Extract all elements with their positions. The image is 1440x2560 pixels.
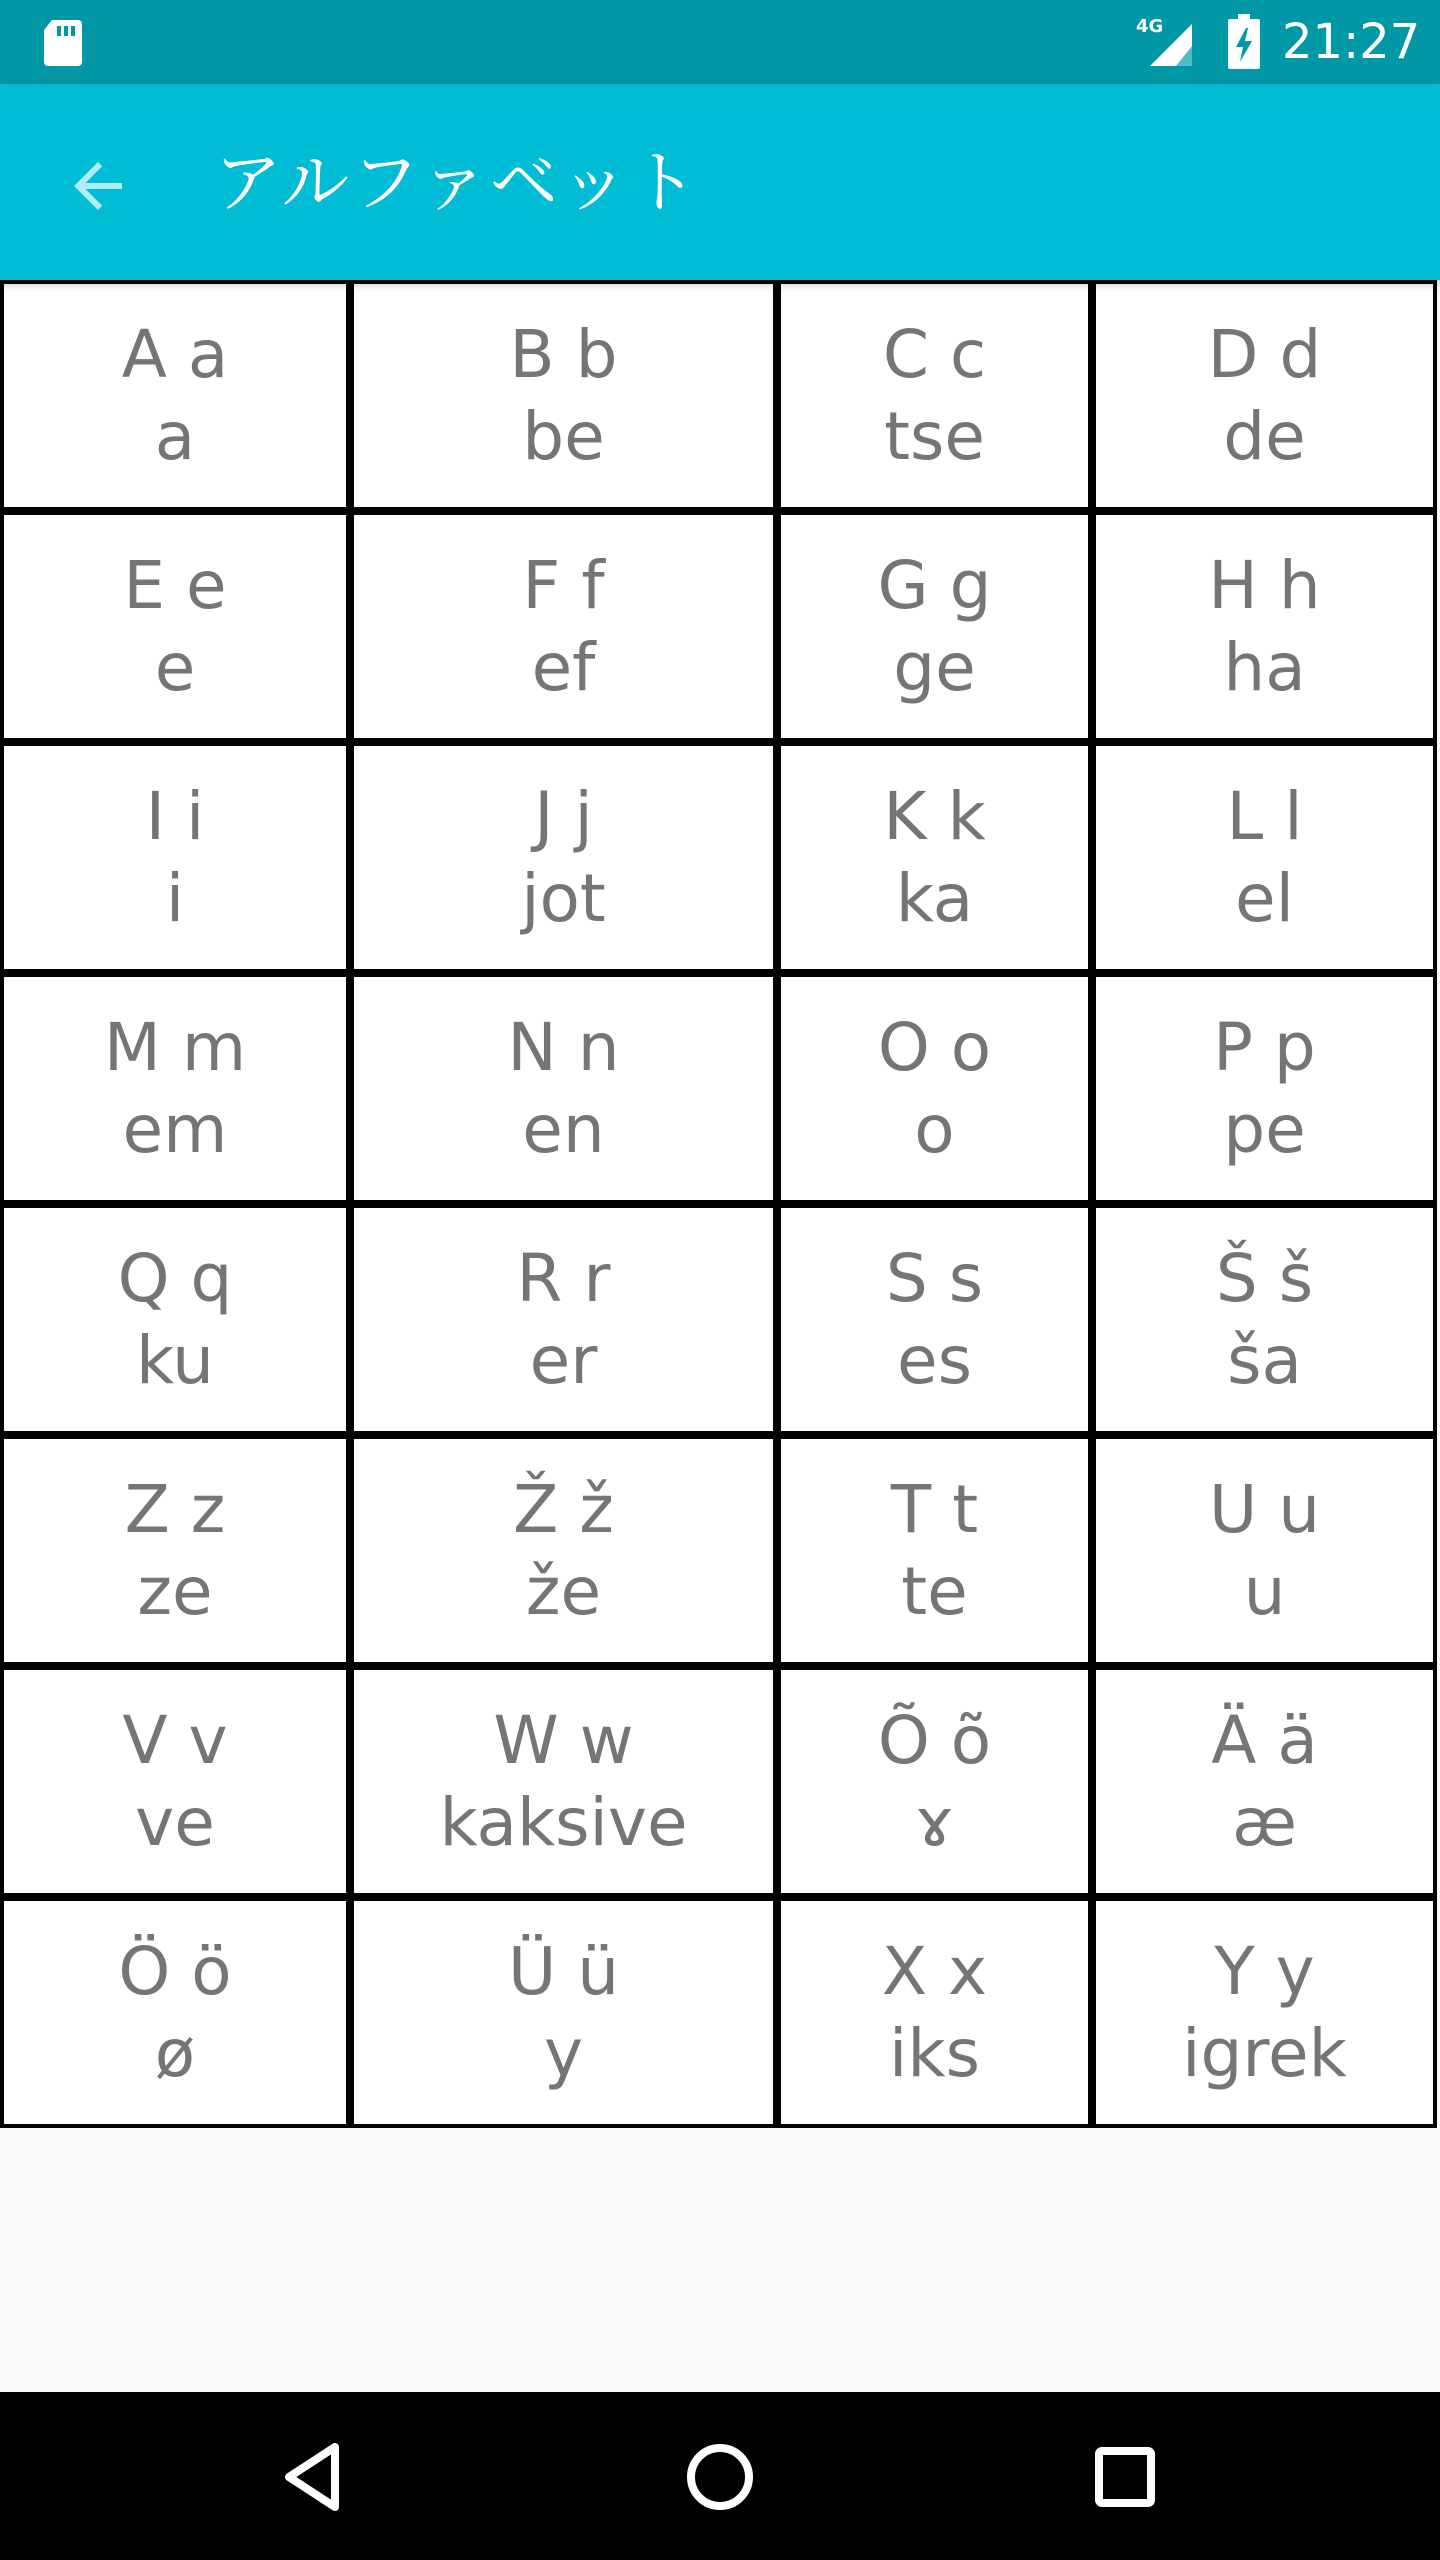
alphabet-cell[interactable]	[1092, 1204, 1437, 1435]
alphabet-letter-name: kaksive	[439, 1783, 688, 1861]
alphabet-cell[interactable]	[777, 1897, 1092, 2128]
alphabet-letter-name: ša	[1227, 1321, 1302, 1399]
alphabet-cell[interactable]	[1092, 511, 1437, 742]
alphabet-letter: W w	[493, 1701, 634, 1779]
alphabet-cell[interactable]	[777, 1204, 1092, 1435]
alphabet-letter-name: em	[122, 1090, 228, 1168]
alphabet-letter-name: en	[522, 1090, 605, 1168]
back-button[interactable]	[52, 140, 144, 232]
alphabet-cell[interactable]	[1092, 973, 1437, 1204]
nav-home-button[interactable]	[665, 2422, 775, 2532]
alphabet-letter-name: ve	[135, 1783, 215, 1861]
status-clock: 21:27	[1282, 14, 1421, 70]
alphabet-letter-name: ha	[1223, 628, 1306, 706]
alphabet-letter: Z z	[124, 1470, 226, 1548]
alphabet-cell[interactable]	[350, 1666, 777, 1897]
alphabet-letter-name: ɤ	[914, 1783, 955, 1861]
alphabet-letter: G g	[877, 546, 992, 624]
alphabet-letter-name: er	[529, 1321, 598, 1399]
alphabet-letter: P p	[1213, 1008, 1316, 1086]
alphabet-letter: V v	[122, 1701, 228, 1779]
alphabet-cell[interactable]	[350, 511, 777, 742]
alphabet-letter-name: jot	[521, 859, 606, 937]
alphabet-letter: A a	[121, 315, 229, 393]
app-bar	[0, 84, 1440, 280]
alphabet-letter: C c	[882, 315, 987, 393]
alphabet-cell[interactable]	[350, 742, 777, 973]
alphabet-letter: B b	[509, 315, 618, 393]
alphabet-letter: N n	[507, 1008, 620, 1086]
alphabet-cell[interactable]	[777, 742, 1092, 973]
alphabet-letter-name: ku	[135, 1321, 215, 1399]
alphabet-letter: Q q	[117, 1239, 233, 1317]
alphabet-letter-name: es	[897, 1321, 972, 1399]
alphabet-letter-name: ge	[893, 628, 976, 706]
alphabet-grid	[0, 280, 1440, 2128]
alphabet-letter-name: el	[1235, 859, 1294, 937]
navigation-bar	[0, 2392, 1440, 2560]
network-type-label: 4G	[1136, 16, 1164, 37]
alphabet-cell[interactable]	[777, 280, 1092, 511]
alphabet-cell[interactable]	[1092, 1897, 1437, 2128]
alphabet-cell[interactable]	[350, 1897, 777, 2128]
alphabet-cell[interactable]	[777, 973, 1092, 1204]
alphabet-letter: Ž ž	[513, 1470, 614, 1548]
arrow-back-icon	[62, 150, 134, 222]
nav-recents-icon	[1085, 2437, 1165, 2517]
alphabet-cell[interactable]	[350, 1204, 777, 1435]
alphabet-letter-name: ø	[154, 2014, 196, 2092]
alphabet-letter-name: iks	[889, 2014, 980, 2092]
alphabet-cell[interactable]	[0, 511, 350, 742]
alphabet-cell[interactable]	[0, 742, 350, 973]
battery-charging-icon	[1226, 14, 1262, 70]
alphabet-cell[interactable]	[0, 973, 350, 1204]
alphabet-letter-name: be	[522, 397, 605, 475]
signal-4g-icon	[1136, 16, 1202, 68]
alphabet-letter: L l	[1226, 777, 1303, 855]
alphabet-letter-name: o	[914, 1090, 955, 1168]
alphabet-letter: Ä ä	[1211, 1701, 1318, 1779]
alphabet-letter: Ü ü	[507, 1932, 620, 2010]
alphabet-letter: R r	[516, 1239, 611, 1317]
nav-recents-button[interactable]	[1070, 2422, 1180, 2532]
alphabet-cell[interactable]	[350, 1435, 777, 1666]
alphabet-letter: Õ õ	[877, 1701, 992, 1779]
alphabet-cell[interactable]	[1092, 742, 1437, 973]
alphabet-letter-name: že	[525, 1552, 602, 1630]
status-bar	[0, 0, 1440, 84]
alphabet-letter: M m	[103, 1008, 247, 1086]
alphabet-letter-name: e	[154, 628, 196, 706]
alphabet-letter-name: i	[165, 859, 185, 937]
alphabet-letter-name: igrek	[1182, 2014, 1347, 2092]
alphabet-letter: F f	[522, 546, 605, 624]
alphabet-cell[interactable]	[777, 1666, 1092, 1897]
alphabet-cell[interactable]	[1092, 1666, 1437, 1897]
alphabet-letter-name: æ	[1232, 1783, 1297, 1861]
alphabet-letter-name: a	[154, 397, 196, 475]
alphabet-cell[interactable]	[0, 1435, 350, 1666]
alphabet-letter-name: tse	[884, 397, 985, 475]
nav-back-icon	[275, 2437, 355, 2517]
alphabet-letter-name: y	[543, 2014, 584, 2092]
alphabet-cell[interactable]	[1092, 280, 1437, 511]
nav-home-icon	[680, 2437, 760, 2517]
sd-card-icon	[42, 18, 84, 66]
alphabet-letter: I i	[145, 777, 205, 855]
alphabet-letter-name: ef	[531, 628, 596, 706]
page-title: アルファベット	[214, 144, 700, 223]
alphabet-letter: Y y	[1214, 1932, 1315, 2010]
alphabet-letter: T t	[890, 1470, 979, 1548]
alphabet-cell[interactable]	[1092, 1435, 1437, 1666]
alphabet-letter: D d	[1207, 315, 1322, 393]
alphabet-letter-name: u	[1243, 1552, 1286, 1630]
alphabet-letter: H h	[1208, 546, 1321, 624]
alphabet-letter: O o	[877, 1008, 992, 1086]
alphabet-letter: Ö ö	[118, 1932, 232, 2010]
alphabet-cell[interactable]	[0, 1666, 350, 1897]
nav-back-button[interactable]	[260, 2422, 370, 2532]
alphabet-cell[interactable]	[0, 1897, 350, 2128]
alphabet-cell[interactable]	[777, 1435, 1092, 1666]
alphabet-cell[interactable]	[0, 1204, 350, 1435]
alphabet-letter-name: ze	[137, 1552, 213, 1630]
alphabet-cell[interactable]	[777, 511, 1092, 742]
alphabet-cell[interactable]	[350, 973, 777, 1204]
alphabet-cell[interactable]	[350, 280, 777, 511]
alphabet-letter-name: te	[901, 1552, 968, 1630]
alphabet-letter: U u	[1208, 1470, 1321, 1548]
alphabet-letter: K k	[883, 777, 986, 855]
alphabet-letter: J j	[534, 777, 593, 855]
alphabet-cell[interactable]	[0, 280, 350, 511]
alphabet-letter: Š š	[1215, 1239, 1314, 1317]
alphabet-letter-name: de	[1223, 397, 1306, 475]
alphabet-letter: S s	[885, 1239, 984, 1317]
alphabet-letter-name: ka	[895, 859, 974, 937]
alphabet-letter-name: pe	[1223, 1090, 1306, 1168]
alphabet-letter: E e	[123, 546, 227, 624]
alphabet-letter: X x	[881, 1932, 988, 2010]
